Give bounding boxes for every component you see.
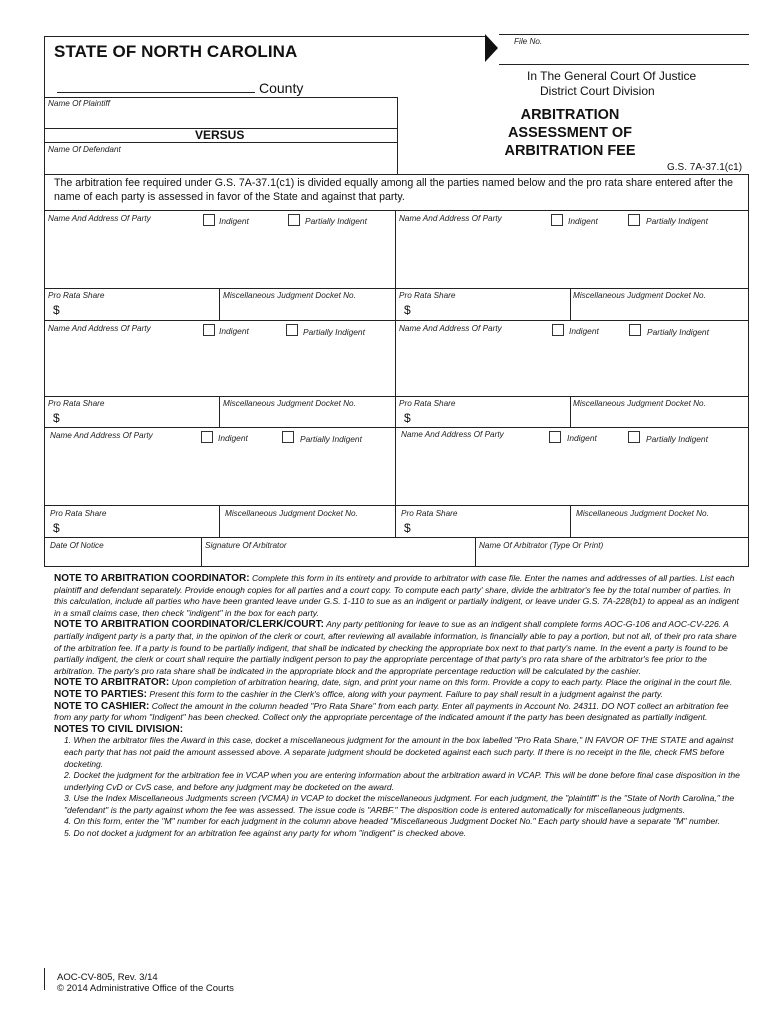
note-coordinator-text: Complete this form in its entirety and provide to arbitrator with case file. Enter the names and addresses of all parties. List each plaintiff and defendant separately. Provide enough copies for all parties and a court copy. To compute each party' share, divide the arbitrator's fee by the total number of parties. In this calculation, include all parties who have been granted leave under G.S. 1-110 to sue as an indigent or partially indigent, or leave under G.S. 7A-228(b1) to appeal as an indigent in a small claims case, then check "indigent" in the box for each party.: [54, 573, 739, 618]
party-4-name-label: Name And Address Of Party: [399, 324, 502, 333]
signature-field[interactable]: [203, 550, 473, 566]
party-3-partially-label: Partially Indigent: [303, 327, 365, 337]
plaintiff-top-border: [44, 97, 397, 98]
party-4-docket-label: Miscellaneous Judgment Docket No.: [573, 399, 706, 408]
civil-note-item: 2. Docket the judgment for the arbitration fee in VCAP when you are entering information about the arbitration award in VCAP. This will be done before final case disposition in the underlying CvD or CvS case, and before any judgment may be docketed on the award.: [64, 770, 740, 792]
party-5-pro-rata-field[interactable]: [62, 518, 217, 537]
note-coordinator-heading: NOTE TO ARBITRATION COORDINATOR:: [54, 573, 250, 584]
party-1-name-field[interactable]: [46, 228, 394, 288]
civil-note-item: 1. When the arbitrator files the Award in this case, docket a miscellaneous judgment for the amount in the box labelled "Pro Rata Share," IN FAVOR OF THE STATE and against each party that has not paid the amount assessed above. A separate judgment should be docketed against each such party. If there is no receipt in the file, check FMS before docketing.: [64, 735, 734, 769]
note-coordinator: [54, 573, 744, 619]
form-title: [470, 106, 670, 160]
party-5-docket-field[interactable]: [221, 518, 393, 537]
party-1-partially-label: Partially Indigent: [305, 216, 367, 226]
party-5-pro-rata-label: Pro Rata Share: [50, 509, 107, 518]
party-center-divider: [395, 210, 396, 537]
form-title-line-2: ASSESSMENT OF: [507, 125, 633, 141]
state-title: STATE OF NORTH CAROLINA: [54, 42, 298, 61]
party-6-partially-label: Partially Indigent: [646, 434, 708, 444]
party-5-indigent-label: Indigent: [218, 433, 248, 443]
note-parties-text: Present this form to the cashier in the Clerk's office, along with your payment. Failure to pay shall result in a judgment against the party.: [149, 688, 663, 699]
file-no-top-border: [499, 34, 749, 35]
plaintiff-label: Name Of Plaintiff: [48, 99, 110, 108]
party-4-indigent-checkbox[interactable]: [552, 324, 564, 336]
party-1-partially-checkbox[interactable]: [288, 214, 300, 226]
note-clerk: [54, 619, 744, 677]
arbitrator-name-field[interactable]: [477, 550, 747, 566]
party-2-pro-rata-field[interactable]: [413, 300, 568, 320]
intro-bottom-border: [44, 210, 749, 211]
party-2-indigent-label: Indigent: [568, 216, 598, 226]
party-6-dollar-sign: $: [404, 521, 411, 535]
instructions: [54, 573, 744, 840]
main-top-border: [44, 174, 749, 175]
party-5-partially-label: Partially Indigent: [300, 434, 362, 444]
defendant-label: Name Of Defendant: [48, 145, 121, 154]
note-civil: [54, 724, 744, 736]
party-3-pro-rata-field[interactable]: [62, 408, 217, 427]
form-left-border: [44, 174, 45, 566]
party-2-partially-checkbox[interactable]: [628, 214, 640, 226]
row-3-share-top-border: [44, 505, 749, 506]
party-3-indigent-checkbox[interactable]: [203, 324, 215, 336]
note-parties-heading: NOTE TO PARTIES:: [54, 688, 147, 700]
party-1-pro-rata-field[interactable]: [62, 300, 217, 320]
date-of-notice-field[interactable]: [46, 550, 199, 566]
civil-notes-list: [54, 735, 744, 839]
party-2-docket-label: Miscellaneous Judgment Docket No.: [573, 291, 706, 300]
party-5-indigent-checkbox[interactable]: [201, 431, 213, 443]
note-clerk-heading: NOTE TO ARBITRATION COORDINATOR/CLERK/COURT:: [54, 619, 324, 631]
party-3-indigent-label: Indigent: [219, 326, 249, 336]
note-cashier-text: Collect the amount in the column headed "Pro Rata Share" from each party. Enter all payments in Account No. 24311. DO NOT collect an arbitration fee from any party for whom "Indigent" has been checked. Collect only the appropriate percentage of the indicated amount if the party has been designated as partially indigent.: [54, 700, 729, 723]
party-2-dollar-sign: $: [404, 303, 411, 317]
party-1-indigent-checkbox[interactable]: [203, 214, 215, 226]
party-6-pro-rata-label: Pro Rata Share: [401, 509, 458, 518]
party-5-name-label: Name And Address Of Party: [50, 431, 153, 440]
party-6-indigent-label: Indigent: [567, 433, 597, 443]
note-civil-heading: NOTES TO CIVIL DIVISION:: [54, 723, 184, 735]
court-line-1: In The General Court Of Justice: [527, 69, 697, 83]
date-of-notice-label: Date Of Notice: [50, 541, 104, 550]
note-arbitrator: [54, 677, 744, 689]
county-underline: [57, 92, 255, 93]
row-3-left-divider: [219, 505, 220, 537]
note-arbitrator-heading: NOTE TO ARBITRATOR:: [54, 677, 170, 689]
party-5-name-field[interactable]: [46, 445, 394, 505]
note-clerk-text: Any party petitioning for leave to sue as an indigent shall complete forms AOC-G-106 and AOC-CV-226. A partially indigent party is a party that, in the opinion of the clerk or court, after reviewing all available information, is financially able to pay a portion, but not all, of their pro rata share of the arbitration fee. If a party is found to be partially indigent, that shall be indicated by checking the appropriate box next to that party's name. In the event a party is found to be partially indigent, the clerk or court shall require the partially indigent person to pay the appropriate percentage of that party's pro rata share of the arbitrator's fee prior to the arbitration. The party's pro rata share shall be indicated in the appropriate block and the appropriate percentage reduction will be calculated by the cashier.: [54, 619, 737, 676]
party-2-docket-field[interactable]: [572, 300, 747, 320]
party-3-partially-checkbox[interactable]: [286, 324, 298, 336]
left-border: [44, 36, 45, 174]
form-right-border: [748, 174, 749, 566]
signature-divider-1: [201, 537, 202, 566]
party-1-indigent-label: Indigent: [219, 216, 249, 226]
party-4-partially-label: Partially Indigent: [647, 327, 709, 337]
civil-note-item: 5. Do not docket a judgment for an arbitration fee against any party for whom "indigent" is checked above.: [64, 828, 467, 839]
party-2-partially-label: Partially Indigent: [646, 216, 708, 226]
party-6-indigent-checkbox[interactable]: [549, 431, 561, 443]
signature-divider-2: [475, 537, 476, 566]
note-cashier: [54, 701, 744, 724]
party-1-docket-label: Miscellaneous Judgment Docket No.: [223, 291, 356, 300]
party-6-name-label: Name And Address Of Party: [401, 430, 504, 439]
form-number: AOC-CV-805, Rev. 3/14: [57, 972, 158, 983]
row-1-right-divider: [570, 288, 571, 320]
party-1-dollar-sign: $: [53, 303, 60, 317]
civil-note-item: 4. On this form, enter the "M" number for each judgment in the column above headed "Miscellaneous Judgment Docket No." Each party should have a separate "M" number.: [64, 816, 721, 827]
arbitrator-name-label: Name Of Arbitrator (Type Or Print): [479, 541, 604, 550]
form-title-line-1: ARBITRATION: [520, 107, 620, 123]
row-2-right-divider: [570, 396, 571, 427]
row-3-right-divider: [570, 505, 571, 537]
row-2-left-divider: [219, 396, 220, 427]
party-3-docket-field[interactable]: [221, 408, 393, 427]
row-2-bottom-border: [44, 427, 749, 428]
header-center-divider: [397, 97, 398, 174]
footer-marker: [44, 968, 45, 990]
party-3-name-label: Name And Address Of Party: [48, 324, 151, 333]
party-2-pro-rata-label: Pro Rata Share: [399, 291, 456, 300]
defendant-name-field[interactable]: [46, 154, 396, 174]
court-line-2: District Court Division: [540, 84, 655, 98]
signature-label: Signature Of Arbitrator: [205, 541, 287, 550]
party-4-pro-rata-field[interactable]: [413, 408, 568, 427]
row-1-share-top-border: [44, 288, 749, 289]
county-field[interactable]: [57, 78, 255, 92]
party-3-name-field[interactable]: [46, 338, 394, 396]
signature-row-bottom: [44, 566, 749, 567]
file-no-label: File No.: [514, 37, 543, 46]
top-border-left: [44, 36, 486, 37]
party-4-partially-checkbox[interactable]: [629, 324, 641, 336]
party-1-pro-rata-label: Pro Rata Share: [48, 291, 105, 300]
statute-reference: G.S. 7A-37.1(c1): [667, 162, 743, 173]
party-4-docket-field[interactable]: [572, 408, 747, 427]
plaintiff-name-field[interactable]: [46, 108, 396, 128]
party-3-docket-label: Miscellaneous Judgment Docket No.: [223, 399, 356, 408]
party-6-pro-rata-field[interactable]: [413, 518, 568, 537]
note-parties: [54, 689, 744, 701]
party-2-name-field[interactable]: [397, 228, 747, 288]
row-1-left-divider: [219, 288, 220, 320]
row-3-bottom-border: [44, 537, 749, 538]
file-no-bottom-border: [499, 64, 749, 65]
party-1-docket-field[interactable]: [221, 300, 393, 320]
party-3-dollar-sign: $: [53, 411, 60, 425]
party-4-name-field[interactable]: [397, 338, 747, 396]
intro-text: The arbitration fee required under G.S. 7A-37.1(c1) is divided equally among all the parties named below and the pro rata share entered after the name of each party is assessed in favor of the State and against that party.: [54, 177, 733, 203]
party-5-dollar-sign: $: [53, 521, 60, 535]
civil-note-item: 3. Use the Index Miscellaneous Judgments screen (VCMA) in VCAP to docket the miscellaneous judgment. For each judgment, the "plaintiff" is the "State of North Carolina," the "defendant" is the party against whom the fee was assessed. The issue code is "ARBF." The disposition code is entered automatically for miscellaneous judgments.: [64, 793, 735, 815]
party-4-dollar-sign: $: [404, 411, 411, 425]
party-6-docket-label: Miscellaneous Judgment Docket No.: [576, 509, 709, 518]
copyright: © 2014 Administrative Office of the Courts: [57, 983, 234, 994]
party-6-partially-checkbox[interactable]: [628, 431, 640, 443]
party-6-docket-field[interactable]: [572, 518, 747, 537]
party-6-name-field[interactable]: [397, 445, 747, 505]
party-5-partially-checkbox[interactable]: [282, 431, 294, 443]
party-3-pro-rata-label: Pro Rata Share: [48, 399, 105, 408]
party-4-indigent-label: Indigent: [569, 326, 599, 336]
party-5-docket-label: Miscellaneous Judgment Docket No.: [225, 509, 358, 518]
party-2-indigent-checkbox[interactable]: [551, 214, 563, 226]
party-1-name-label: Name And Address Of Party: [48, 214, 151, 223]
file-number-arrow-icon: [485, 34, 499, 62]
defendant-top-border: [44, 142, 397, 143]
party-4-pro-rata-label: Pro Rata Share: [399, 399, 456, 408]
note-arbitrator-text: Upon completion of arbitration hearing, date, sign, and print your name on this form. Provide a copy to each party. Place the original in the court file.: [171, 677, 733, 688]
row-1-bottom-border: [44, 320, 749, 321]
form-title-line-3: ARBITRATION FEE: [504, 143, 636, 159]
county-label: County: [259, 80, 304, 96]
row-2-share-top-border: [44, 396, 749, 397]
note-cashier-heading: NOTE TO CASHIER:: [54, 700, 150, 712]
versus-text: VERSUS: [195, 128, 245, 142]
party-2-name-label: Name And Address Of Party: [399, 214, 502, 223]
